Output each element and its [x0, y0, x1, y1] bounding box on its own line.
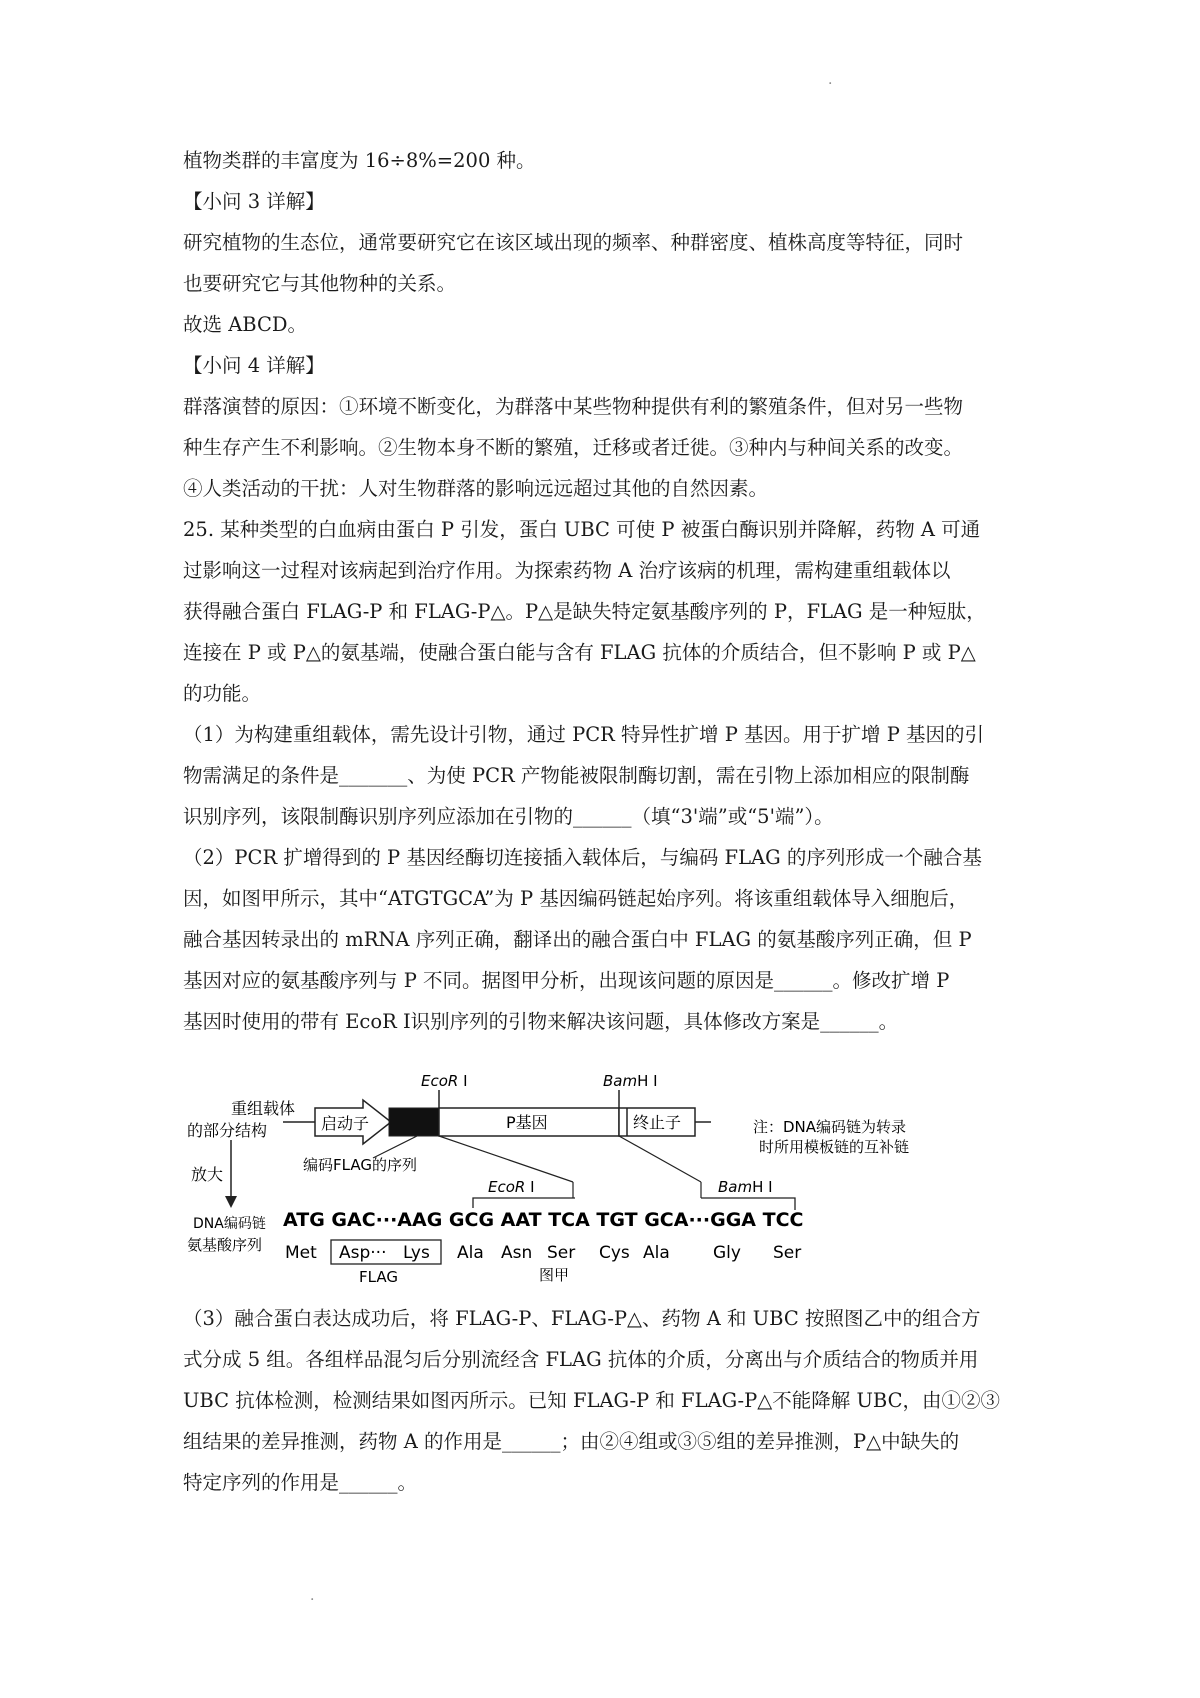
text-line: 种生存产生不利影响。②生物本身不断的繁殖，迁移或者迁徙。③种内与种间关系的改变。 [183, 436, 964, 459]
text-line: 融合基因转录出的 mRNA 序列正确，翻译出的融合蛋白中 FLAG 的氨基酸序列正确，但 P [183, 928, 972, 951]
text-line: 连接在 P 或 P△的氨基端，使融合蛋白能与含有 FLAG 抗体的介质结合，但不影响 P 或 P△ [183, 641, 976, 664]
ecori-lower-label: EcoR I [488, 1178, 535, 1196]
note-line-1: 注：DNA编码链为转录 [753, 1118, 907, 1136]
aa-gly: Gly [713, 1243, 741, 1263]
text-line: 【小问 4 详解】 [183, 354, 325, 377]
text-line: ④人类活动的干扰：人对生物群落的影响远远超过其他的自然因素。 [183, 477, 769, 500]
flag-seq-block [389, 1108, 439, 1136]
label-vector-2: 的部分结构 [187, 1121, 268, 1140]
text-line: 基因对应的氨基酸序列与 P 不同。据图甲分析，出现该问题的原因是______。修改扩增 P [183, 969, 950, 992]
aa-ser-1: Ser [547, 1243, 576, 1263]
figure-jia [183, 1060, 1033, 1290]
label-vector-1: 重组载体 [231, 1099, 296, 1118]
text-block-a [183, 140, 1033, 1042]
bottom-dot: · [310, 1592, 315, 1608]
top-dot: · [828, 76, 833, 92]
ecori-top-label: EcoR I [421, 1072, 468, 1090]
label-strand-2: 氨基酸序列 [187, 1236, 263, 1254]
promoter-label: 启动子 [321, 1114, 370, 1133]
text-line: 基因时使用的带有 EcoR Ⅰ识别序列的引物来解决该问题，具体修改方案是______。 [183, 1010, 899, 1033]
note-line-2: 时所用模板链的互补链 [759, 1138, 910, 1156]
text-line: 获得融合蛋白 FLAG-P 和 FLAG-P△。P△是缺失特定氨基酸序列的 P，FLAG 是一种短肽， [183, 600, 986, 623]
figure-caption: 图甲 [539, 1266, 570, 1284]
text-line: 识别序列，该限制酶识别序列应添加在引物的______（填“3'端”或“5'端”）。 [183, 805, 834, 828]
bamhi-top-label: BamH I [603, 1072, 658, 1090]
text-block-b [183, 1298, 1033, 1503]
aa-asn: Asn [501, 1243, 533, 1263]
flag-seq-label: 编码FLAG的序列 [303, 1156, 417, 1174]
dna-sequence: ATG GAC···AAG GCG AAT TCA TGT GCA···GGA TCC [283, 1209, 804, 1231]
aa-cys: Cys [599, 1243, 630, 1263]
text-line: UBC 抗体检测，检测结果如图丙所示。已知 FLAG-P 和 FLAG-P△不能降解 UBC，由①②③ [183, 1389, 1001, 1412]
text-line: 因，如图甲所示，其中“ATGTGCA”为 P 基因编码链起始序列。将该重组载体导入细胞后， [183, 887, 969, 910]
aa-lys: Lys [403, 1243, 430, 1263]
text-line: 的功能。 [183, 682, 262, 705]
text-line: （2）PCR 扩增得到的 P 基因经酶切连接插入载体后，与编码 FLAG 的序列形成一个融合基 [183, 846, 982, 869]
text-line: 【小问 3 详解】 [183, 190, 325, 213]
aa-ala-1: Ala [457, 1243, 484, 1263]
aa-met: Met [285, 1243, 317, 1263]
text-line: 也要研究它与其他物种的关系。 [183, 272, 457, 295]
terminator-label: 终止子 [633, 1113, 682, 1132]
text-line: 故选 ABCD。 [183, 313, 308, 336]
label-strand-1: DNA编码链 [193, 1216, 266, 1232]
text-line: （1）为构建重组载体，需先设计引物，通过 PCR 特异性扩增 P 基因。用于扩增 P 基因的引 [183, 723, 985, 746]
aa-ser-2: Ser [773, 1243, 802, 1263]
label-enlarge: 放大 [191, 1165, 224, 1184]
text-line: 特定序列的作用是______。 [183, 1471, 418, 1494]
text-line: 组结果的差异推测，药物 A 的作用是______；由②④组或③⑤组的差异推测，P△中缺失的 [183, 1430, 960, 1453]
text-line: 25. 某种类型的白血病由蛋白 P 引发，蛋白 UBC 可使 P 被蛋白酶识别并降解，药物 A 可通 [183, 518, 981, 541]
aa-ala-2: Ala [643, 1243, 670, 1263]
p-gene-label: P基因 [506, 1113, 548, 1132]
aa-asp: Asp··· [339, 1243, 387, 1263]
text-line: 研究植物的生态位，通常要研究它在该区域出现的频率、种群密度、植株高度等特征，同时 [183, 231, 964, 254]
text-line: 植物类群的丰富度为 16÷8%=200 种。 [183, 149, 536, 172]
text-line: （3）融合蛋白表达成功后，将 FLAG-P、FLAG-P△、药物 A 和 UBC 按照图乙中的组合方 [183, 1307, 981, 1330]
flag-label: FLAG [359, 1268, 398, 1286]
text-line: 式分成 5 组。各组样品混匀后分别流经含 FLAG 抗体的介质，分离出与介质结合的物质并用 [183, 1348, 979, 1371]
text-line: 群落演替的原因：①环境不断变化，为群落中某些物种提供有利的繁殖条件，但对另一些物 [183, 395, 964, 418]
text-line: 过影响这一过程对该病起到治疗作用。为探索药物 A 治疗该病的机理，需构建重组载体以 [183, 559, 951, 582]
text-line: 物需满足的条件是_______、为使 PCR 产物能被限制酶切割，需在引物上添加相应的限制酶 [183, 764, 970, 787]
bamhi-lower-label: BamH I [718, 1178, 773, 1196]
